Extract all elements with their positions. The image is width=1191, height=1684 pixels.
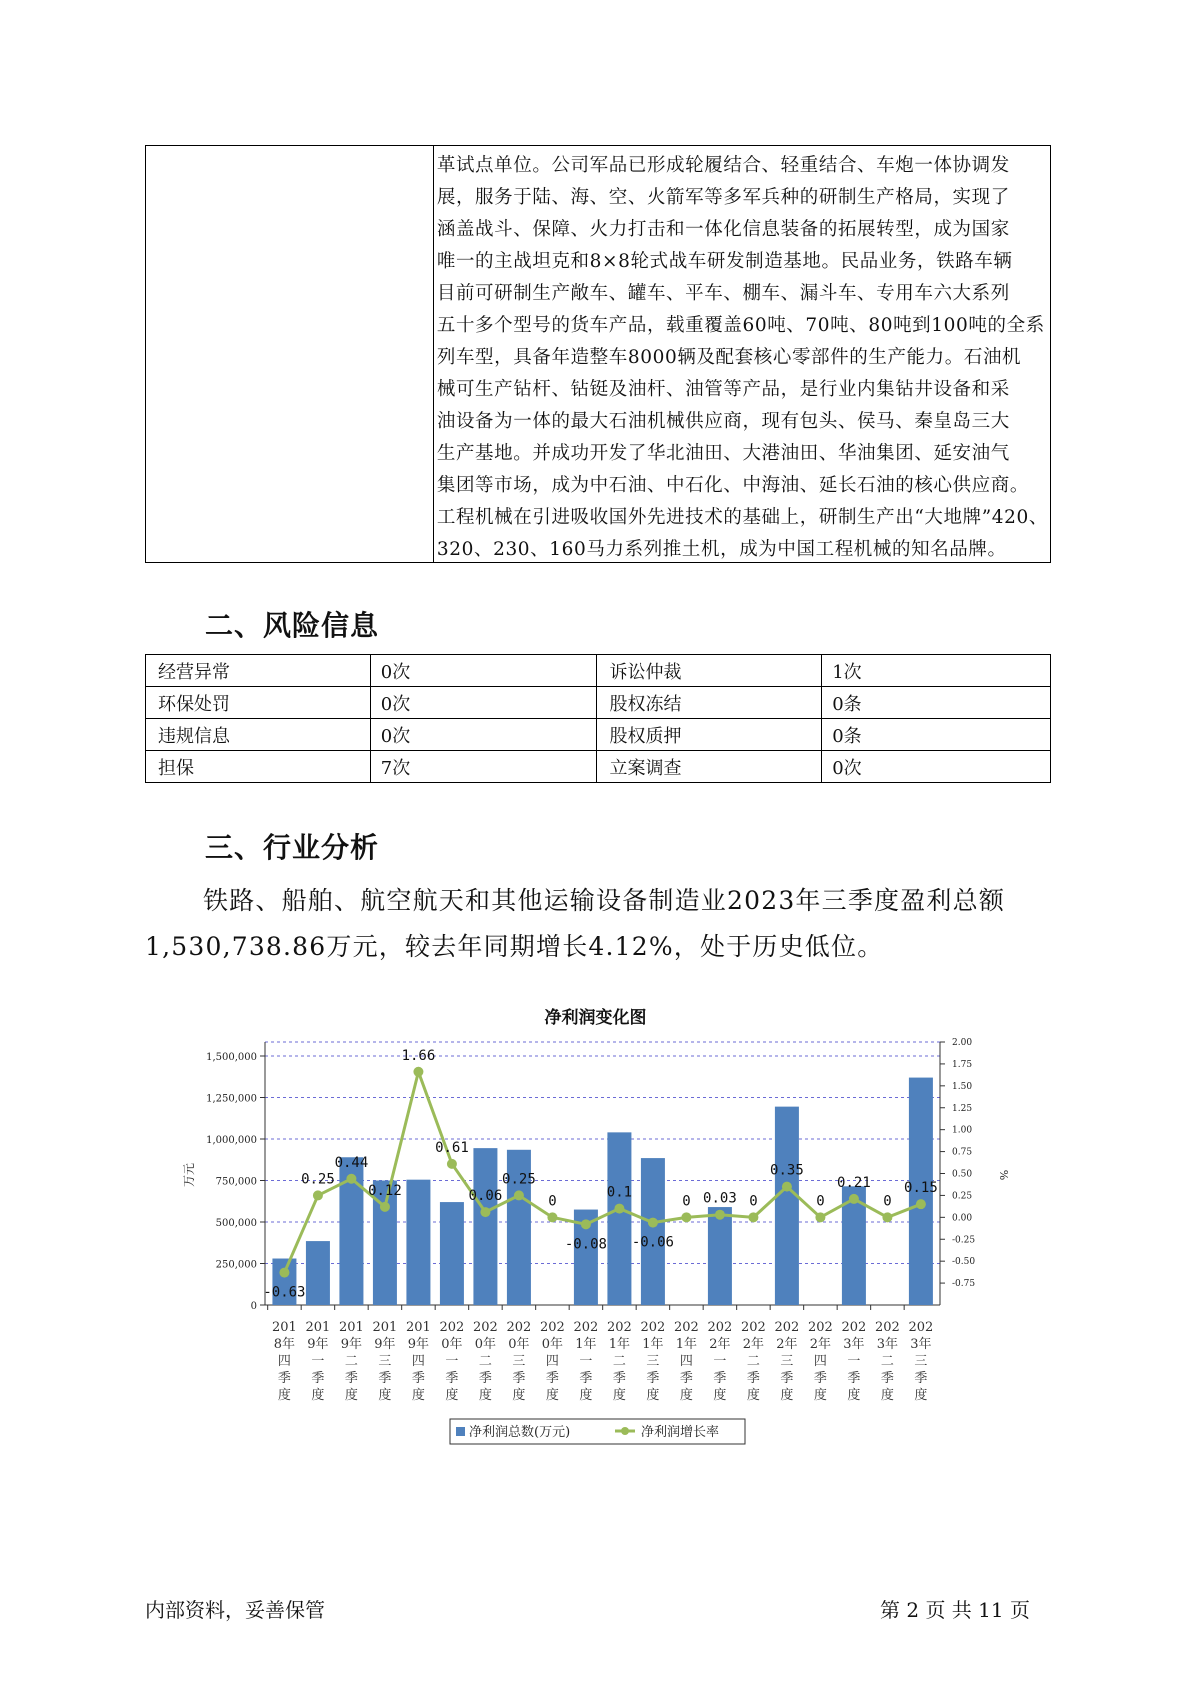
growth-point <box>279 1268 289 1278</box>
x-tick-label: 季 <box>847 1371 861 1386</box>
x-tick-label: 季 <box>780 1371 794 1386</box>
x-tick-label: 季 <box>277 1371 291 1386</box>
bar <box>775 1107 799 1305</box>
y-axis-label: 万元 <box>182 1162 196 1188</box>
x-tick-label: 季 <box>344 1371 358 1386</box>
x-tick-label: 季 <box>579 1371 593 1386</box>
x-tick-label: 3年 <box>876 1337 899 1352</box>
x-tick-label: 三 <box>646 1354 660 1369</box>
description-line: 五十多个型号的货车产品，载重覆盖60吨、70吨、80吨到100吨的全系 <box>436 315 1045 336</box>
x-tick-label: 度 <box>713 1388 727 1403</box>
x-tick-label: 201 <box>406 1320 431 1335</box>
data-label: 0.44 <box>334 1154 369 1171</box>
legend-line-label: 净利润增长率 <box>641 1425 720 1440</box>
growth-point <box>447 1159 457 1169</box>
x-tick-label: 四 <box>411 1354 425 1369</box>
x-tick-label: 一 <box>713 1354 727 1369</box>
x-tick-label: 0年 <box>474 1337 497 1352</box>
data-label: 0.1 <box>606 1184 633 1201</box>
footer-note: 内部资料，妥善保管 <box>145 1598 325 1622</box>
data-label: 0.12 <box>368 1182 402 1199</box>
description-line: 生产基地。并成功开发了华北油田、大港油田、华油集团、延安油气 <box>436 443 1010 464</box>
x-tick-label: 0年 <box>541 1337 564 1352</box>
bar <box>473 1148 497 1305</box>
x-tick-label: 202 <box>439 1320 465 1335</box>
growth-point <box>681 1212 691 1222</box>
y2-tick-label: 0.50 <box>952 1169 973 1180</box>
x-tick-label: 一 <box>847 1354 861 1369</box>
x-tick-label: 1年 <box>642 1337 664 1352</box>
x-tick-label: 季 <box>813 1371 827 1386</box>
x-tick-label: 201 <box>372 1320 398 1335</box>
risk-label: 担保 <box>146 751 371 783</box>
x-tick-label: 9年 <box>307 1337 329 1352</box>
growth-point <box>480 1207 490 1217</box>
x-tick-label: 三 <box>378 1354 392 1369</box>
x-tick-label: 四 <box>813 1354 827 1369</box>
growth-point <box>648 1218 658 1228</box>
risk-label: 股权冻结 <box>597 687 822 719</box>
bar <box>708 1207 732 1305</box>
data-label: 0.03 <box>703 1190 737 1207</box>
growth-point <box>514 1190 524 1200</box>
x-tick-label: 季 <box>411 1371 425 1386</box>
x-tick-label: 202 <box>707 1320 733 1335</box>
x-tick-label: 202 <box>473 1320 498 1335</box>
x-tick-label: 2年 <box>742 1337 765 1352</box>
risk-value: 0条 <box>822 719 1051 751</box>
y2-tick-label: 0.75 <box>952 1147 973 1158</box>
x-tick-label: 度 <box>277 1388 291 1403</box>
x-tick-label: 季 <box>612 1371 626 1386</box>
bar <box>406 1180 430 1305</box>
x-tick-label: 三 <box>780 1354 794 1369</box>
data-label: 0.21 <box>837 1174 871 1191</box>
x-tick-label: 度 <box>914 1388 928 1403</box>
y2-axis-label: % <box>997 1169 1010 1181</box>
risk-value: 1次 <box>822 655 1051 687</box>
x-tick-label: 季 <box>478 1371 492 1386</box>
risk-label: 经营异常 <box>146 655 371 687</box>
x-tick-label: 202 <box>573 1320 599 1335</box>
x-tick-label: 二 <box>746 1354 760 1369</box>
growth-point <box>916 1199 926 1209</box>
x-tick-label: 0年 <box>508 1337 530 1352</box>
x-tick-label: 度 <box>746 1388 760 1403</box>
y2-tick-label: 2.00 <box>952 1038 973 1048</box>
risk-label: 违规信息 <box>146 719 371 751</box>
x-tick-label: 202 <box>908 1320 934 1335</box>
x-tick-label: 二 <box>880 1354 894 1369</box>
x-tick-label: 3年 <box>843 1337 865 1352</box>
description-line: 械可生产钻杆、钻铤及油杆、油管等产品，是行业内集钻井设备和采 <box>436 379 1010 400</box>
description-line: 涵盖战斗、保障、火力打击和一体化信息装备的拓展转型，成为国家 <box>436 219 1010 240</box>
x-tick-label: 季 <box>713 1371 727 1386</box>
y2-tick-label: 0.25 <box>952 1191 973 1202</box>
x-tick-label: 一 <box>579 1354 593 1369</box>
y2-tick-label: 1.00 <box>952 1125 973 1136</box>
description-line: 唯一的主战坦克和8×8轮式战车研发制造基地。民品业务，铁路车辆 <box>436 251 1013 272</box>
x-tick-label: 季 <box>679 1371 693 1386</box>
x-tick-label: 201 <box>305 1320 331 1335</box>
bar <box>306 1241 330 1305</box>
x-tick-label: 202 <box>640 1320 666 1335</box>
x-tick-label: 一 <box>445 1354 459 1369</box>
x-tick-label: 度 <box>646 1388 660 1403</box>
x-tick-label: 度 <box>445 1388 459 1403</box>
x-tick-label: 1年 <box>675 1337 698 1352</box>
y2-tick-label: 0.00 <box>952 1213 973 1224</box>
x-tick-label: 202 <box>874 1320 900 1335</box>
x-tick-label: 0年 <box>441 1337 463 1352</box>
growth-point <box>346 1174 356 1184</box>
x-tick-label: 二 <box>344 1354 358 1369</box>
data-label: 0 <box>682 1193 691 1210</box>
data-label: 1.66 <box>401 1047 436 1064</box>
y2-tick-label: -0.25 <box>952 1235 976 1246</box>
x-tick-label: 度 <box>813 1388 827 1403</box>
x-tick-label: 度 <box>478 1388 492 1403</box>
x-tick-label: 度 <box>579 1388 593 1403</box>
y2-tick-label: 1.25 <box>952 1103 973 1114</box>
data-label: 0 <box>749 1193 758 1210</box>
growth-point <box>413 1067 423 1077</box>
data-label: -0.06 <box>631 1234 674 1251</box>
risk-value: 0次 <box>370 655 597 687</box>
description-line: 革试点单位。公司军品已形成轮履结合、轻重结合、车炮一体协调发 <box>436 155 1010 176</box>
risk-label: 股权质押 <box>597 719 822 751</box>
description-line: 展，服务于陆、海、空、火箭军等多军兵种的研制生产格局，实现了 <box>436 187 1010 208</box>
x-tick-label: 度 <box>679 1388 693 1403</box>
x-tick-label: 202 <box>506 1320 532 1335</box>
x-tick-label: 季 <box>512 1371 526 1386</box>
x-tick-label: 202 <box>540 1320 565 1335</box>
growth-point <box>614 1204 624 1214</box>
y-tick-label: 750,000 <box>215 1176 257 1188</box>
x-tick-label: 季 <box>914 1371 928 1386</box>
y2-tick-label: 1.50 <box>952 1081 973 1092</box>
data-label: 0 <box>548 1193 557 1210</box>
section-heading-risk: 二、风险信息 <box>205 609 380 642</box>
x-tick-label: 四 <box>277 1354 291 1369</box>
x-tick-label: 201 <box>339 1320 364 1335</box>
x-tick-label: 2年 <box>809 1337 832 1352</box>
x-tick-label: 度 <box>344 1388 358 1403</box>
x-tick-label: 度 <box>612 1388 626 1403</box>
x-tick-label: 季 <box>378 1371 392 1386</box>
growth-point <box>782 1182 792 1192</box>
risk-label: 环保处罚 <box>146 687 371 719</box>
data-label: 0.35 <box>770 1162 804 1179</box>
x-tick-label: 度 <box>780 1388 794 1403</box>
x-tick-label: 度 <box>311 1388 325 1403</box>
x-tick-label: 二 <box>478 1354 492 1369</box>
data-label: 0 <box>883 1193 892 1210</box>
y2-tick-label: -0.75 <box>952 1279 976 1290</box>
growth-point <box>849 1194 859 1204</box>
x-tick-label: 1年 <box>608 1337 631 1352</box>
bar <box>607 1132 631 1305</box>
paragraph-line: 铁路、船舶、航空航天和其他运输设备制造业2023年三季度盈利总额 <box>203 886 1006 915</box>
growth-point <box>380 1202 390 1212</box>
y-tick-label: 250,000 <box>215 1259 257 1271</box>
growth-point <box>815 1212 825 1222</box>
x-tick-label: 9年 <box>340 1337 363 1352</box>
growth-point <box>547 1212 557 1222</box>
data-label: 0.61 <box>435 1139 469 1156</box>
y-tick-label: 1,500,000 <box>206 1052 257 1063</box>
x-tick-label: 三 <box>512 1354 526 1369</box>
x-tick-label: 四 <box>679 1354 693 1369</box>
risk-label: 立案调查 <box>597 751 822 783</box>
y-tick-label: 500,000 <box>215 1218 257 1229</box>
x-tick-label: 度 <box>545 1388 559 1403</box>
growth-point <box>715 1210 725 1220</box>
risk-value: 0次 <box>370 719 597 751</box>
x-tick-label: 度 <box>378 1388 392 1403</box>
x-tick-label: 201 <box>272 1320 297 1335</box>
x-tick-label: 9年 <box>374 1337 396 1352</box>
description-line: 320、230、160马力系列推土机，成为中国工程机械的知名品牌。 <box>436 539 1007 560</box>
x-tick-label: 202 <box>841 1320 867 1335</box>
page-number: 第 2 页 共 11 页 <box>880 1598 1030 1622</box>
risk-value: 7次 <box>370 751 597 783</box>
description-line: 集团等市场，成为中石油、中石化、中海油、延长石油的核心供应商。 <box>436 475 1029 496</box>
bar <box>440 1202 464 1305</box>
description-line: 工程机械在引进吸收国外先进技术的基础上，研制生产出“大地牌”420、 <box>436 507 1048 528</box>
x-tick-label: 二 <box>612 1354 626 1369</box>
data-label: 0.25 <box>502 1171 536 1188</box>
x-tick-label: 一 <box>311 1354 325 1369</box>
bar <box>641 1158 665 1305</box>
x-tick-label: 202 <box>807 1320 833 1335</box>
data-label: 0 <box>816 1193 825 1210</box>
x-tick-label: 3年 <box>910 1337 932 1352</box>
x-tick-label: 8年 <box>273 1337 296 1352</box>
risk-value: 0次 <box>822 751 1051 783</box>
x-tick-label: 度 <box>411 1388 425 1403</box>
description-line: 目前可研制生产敞车、罐车、平车、棚车、漏斗车、专用车六大系列 <box>436 283 1010 304</box>
y-tick-label: 1,250,000 <box>206 1093 257 1105</box>
x-tick-label: 202 <box>774 1320 800 1335</box>
legend-bar-label: 净利润总数(万元) <box>469 1425 571 1440</box>
description-line: 油设备为一体的最大石油机械供应商，现有包头、侯马、秦皇岛三大 <box>436 411 1010 432</box>
data-label: 0.06 <box>468 1188 503 1205</box>
risk-value: 0条 <box>822 687 1051 719</box>
x-tick-label: 季 <box>746 1371 760 1386</box>
x-tick-label: 2年 <box>709 1337 731 1352</box>
legend-bar-swatch <box>456 1427 465 1436</box>
y2-tick-label: -0.50 <box>952 1257 976 1268</box>
description-line: 列车型，具备年造整车8000辆及配套核心零部件的生产能力。石油机 <box>436 347 1022 368</box>
x-tick-label: 202 <box>674 1320 699 1335</box>
x-tick-label: 度 <box>880 1388 894 1403</box>
x-tick-label: 202 <box>740 1320 766 1335</box>
x-tick-label: 度 <box>847 1388 861 1403</box>
x-tick-label: 9年 <box>407 1337 430 1352</box>
data-label: 0.15 <box>904 1180 938 1197</box>
x-tick-label: 四 <box>545 1354 559 1369</box>
x-tick-label: 1年 <box>575 1337 597 1352</box>
x-tick-label: 季 <box>880 1371 894 1386</box>
x-tick-label: 2年 <box>776 1337 798 1352</box>
x-tick-label: 季 <box>646 1371 660 1386</box>
x-tick-label: 季 <box>311 1371 325 1386</box>
growth-point <box>313 1190 323 1200</box>
y2-tick-label: 1.75 <box>952 1059 973 1070</box>
x-tick-label: 季 <box>445 1371 459 1386</box>
section-heading-industry: 三、行业分析 <box>205 831 380 864</box>
data-label: -0.63 <box>263 1284 306 1301</box>
risk-label: 诉讼仲裁 <box>597 655 822 687</box>
x-tick-label: 202 <box>607 1320 632 1335</box>
y-tick-label: 0 <box>250 1301 257 1312</box>
y-tick-label: 1,000,000 <box>206 1135 257 1146</box>
risk-value: 0次 <box>370 687 597 719</box>
growth-point <box>882 1212 892 1222</box>
x-tick-label: 季 <box>545 1371 559 1386</box>
x-tick-label: 三 <box>914 1354 928 1369</box>
legend-line-marker <box>621 1427 629 1435</box>
data-label: 0.25 <box>301 1171 335 1188</box>
growth-point <box>748 1212 758 1222</box>
data-label: -0.08 <box>564 1236 607 1253</box>
paragraph-line: 1,530,738.86万元，较去年同期增长4.12%，处于历史低位。 <box>145 932 884 961</box>
chart-title: 净利润变化图 <box>544 1008 647 1028</box>
growth-point <box>581 1219 591 1229</box>
x-tick-label: 度 <box>512 1388 526 1403</box>
